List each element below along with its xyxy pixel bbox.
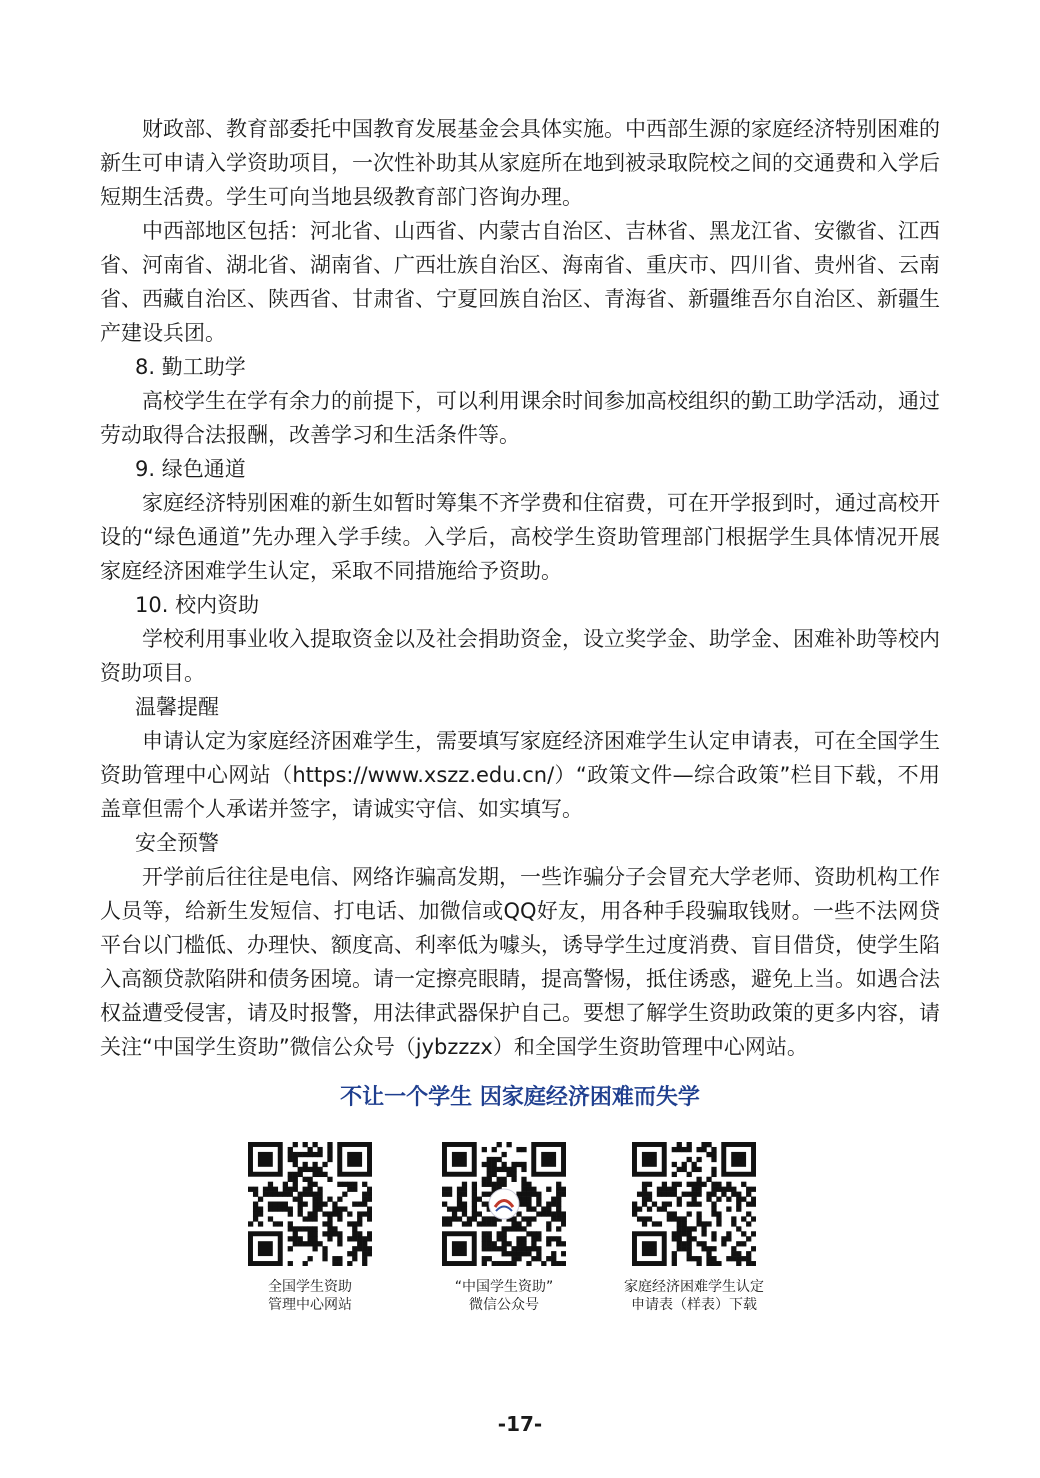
- paragraph: 中西部地区包括：河北省、山西省、内蒙古自治区、吉林省、黑龙江省、安徽省、江西省、河南省、湖北省、湖南省、广西壮族自治区、海南省、重庆市、四川省、贵州省、云南省、西藏自治区、陕西省、甘肃省、宁夏回族自治区、青海省、新疆维吾尔自治区、新疆生产建设兵团。: [100, 219, 940, 345]
- qr-code-icon[interactable]: [442, 1142, 566, 1266]
- qr-caption-line2: 申请表（样表）下载: [631, 1297, 757, 1313]
- page-number: -17-: [497, 1412, 543, 1436]
- paragraph: 学校利用事业收入提取资金以及社会捐助资金，设立奖学金、助学金、困难补助等校内资助项目。: [100, 627, 940, 685]
- paragraph: 财政部、教育部委托中国教育发展基金会具体实施。中西部生源的家庭经济特别困难的新生可申请入学资助项目，一次性补助其从家庭所在地到被录取院校之间的交通费和入学后短期生活费。学生可向当地县级教育部门咨询办理。: [100, 117, 940, 209]
- section-heading: 10. 校内资助: [135, 593, 260, 617]
- qr-form-download: [594, 1142, 794, 1314]
- qr-caption: [404, 1278, 604, 1314]
- section-heading: 8. 勤工助学: [135, 355, 246, 379]
- paragraph: 家庭经济特别困难的新生如暂时筹集不齐学费和住宿费，可在开学报到时，通过高校开设的“绿色通道”先办理入学手续。入学后，高校学生资助管理部门根据学生具体情况开展家庭经济困难学生认定，采取不同措施给予资助。: [100, 491, 940, 583]
- section-heading: 安全预警: [135, 831, 219, 855]
- qr-caption-line1: “中国学生资助”: [454, 1279, 554, 1295]
- section-heading: 温馨提醒: [135, 695, 219, 719]
- qr-website: [210, 1142, 410, 1314]
- qr-caption-line1: 家庭经济困难学生认定: [624, 1279, 764, 1295]
- slogan-title: 不让一个学生 因家庭经济困难而失学: [340, 1085, 700, 1110]
- paragraph: 开学前后往往是电信、网络诈骗高发期，一些诈骗分子会冒充大学老师、资助机构工作人员等，给新生发短信、打电话、加微信或QQ好友，用各种手段骗取钱财。一些不法网贷平台以门槛低、办理快、额度高、利率低为噱头，诱导学生过度消费、盲目借贷，使学生陷入高额贷款陷阱和债务困境。请一定擦亮眼睛，提高警惕，抵住诱惑，避免上当。如遇合法权益遭受侵害，请及时报警，用法律武器保护自己。要想了解学生资助政策的更多内容，请关注“中国学生资助”微信公众号（jybzzzx）和全国学生资助管理中心网站。: [100, 865, 940, 1059]
- qr-caption: [594, 1278, 794, 1314]
- paragraph: 申请认定为家庭经济困难学生，需要填写家庭经济困难学生认定申请表，可在全国学生资助管理中心网站（https://www.xszz.edu.cn/）“政策文件—综合政策”栏目下载，不用盖章但需个人承诺并签字，请诚实守信、如实填写。: [100, 729, 940, 821]
- qr-caption-line1: 全国学生资助: [268, 1279, 352, 1295]
- qr-code-icon[interactable]: [248, 1142, 372, 1266]
- document-body: [100, 112, 940, 1064]
- section-heading: 9. 绿色通道: [135, 457, 246, 481]
- paragraph: 高校学生在学有余力的前提下，可以利用课余时间参加高校组织的勤工助学活动，通过劳动取得合法报酬，改善学习和生活条件等。: [100, 389, 940, 447]
- qr-caption-line2: 管理中心网站: [268, 1297, 352, 1313]
- qr-wechat: [404, 1142, 604, 1314]
- qr-caption-line2: 微信公众号: [469, 1297, 539, 1313]
- qr-caption: [210, 1278, 410, 1314]
- qr-code-icon[interactable]: [632, 1142, 756, 1266]
